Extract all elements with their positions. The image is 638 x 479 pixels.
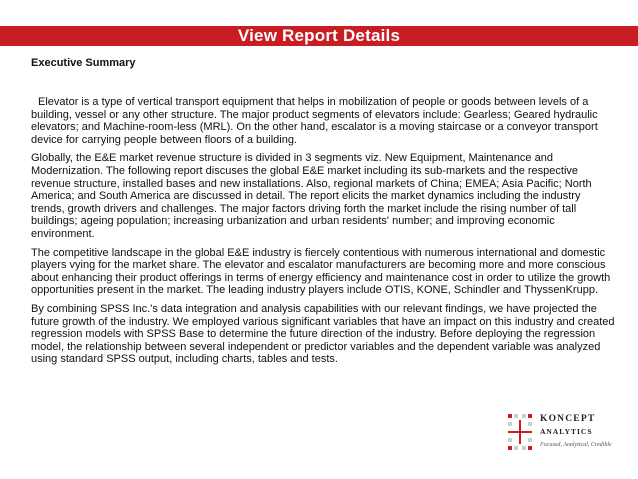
- logo-tagline: Focused, Analytical, Credible: [540, 442, 612, 448]
- koncept-crosshair-logo-icon: [506, 412, 534, 452]
- company-logo: [506, 410, 631, 460]
- summary-paragraph: Globally, the E&E market revenue structure is divided in 3 segments viz. New Equipment, Maintenance and Modernization. The following report discuses the global E&E market including its sub-markets and the respective revenue structure, installed bases and new installations. Also, regional markets of China; EMEA; Asia Pacific; North America; and South America are discussed in detail. The report elicits the market dynamics including the industry trends, growth drivers and challenges. The major factors driving forth the market include the rising number of tall buildings; ageing population; increasing urbanization and urban residents' number; and improving economic environment.: [31, 152, 592, 240]
- page-title[interactable]: View Report Details: [237, 26, 401, 45]
- logo-name: KONCEPT: [540, 414, 596, 424]
- summary-paragraph: Elevator is a type of vertical transport equipment that helps in mobilization of people or goods between levels of a building, vessel or any other structure. The major product segments of elevators include: Gearless; Geared hydraulic elevators; and Machine-room-less (MRL). On the other hand, escalator is a moving staircase or a conveyor transport device for carrying people between floors of a building.: [31, 96, 598, 146]
- summary-body: [31, 96, 616, 372]
- summary-paragraph: The competitive landscape in the global E&E industry is fiercely contentious with numerous international and domestic players vying for the market share. The elevator and escalator manufacturers are becoming more and more conscious about enhancing their product offerings in terms of energy efficiency and maintenance cost in order to utilize the growth opportunities present in the market. The leading industry players include OTIS, KONE, Schindler and ThyssenKrupp.: [31, 246, 611, 297]
- logo-subtitle: ANALYTICS: [540, 427, 593, 436]
- summary-paragraph: By combining SPSS Inc.'s data integration and analysis capabilities with our relevant findings, we have projected the future growth of the industry. We employed various significant variables that have an impact on this industry and created regression models with SPSS Base to determine the future direction of the industry. Before deploying the regression model, the relationship between several independent or predictor variables and the dependent variable was analyzed using standard SPSS output, including charts, tables and tests.: [31, 302, 615, 366]
- section-heading: Executive Summary: [31, 57, 136, 69]
